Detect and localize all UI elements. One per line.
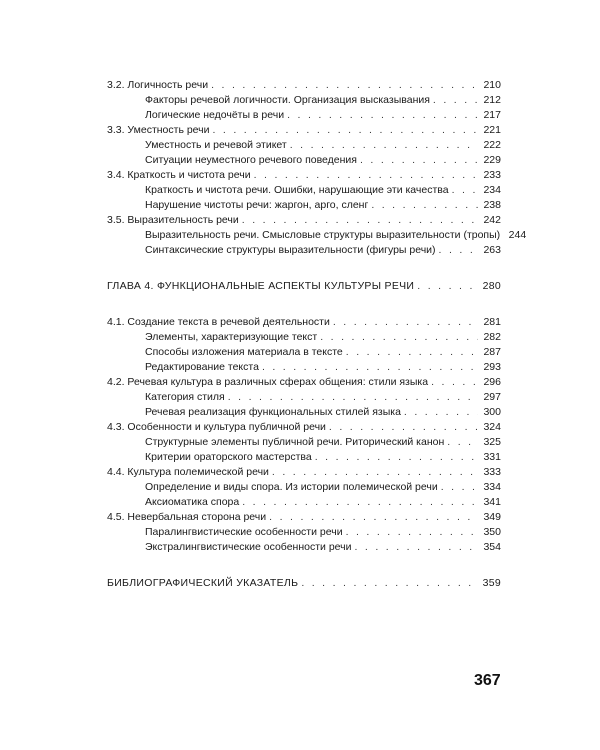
toc-page: 222 — [483, 139, 501, 151]
toc-entry — [107, 78, 501, 93]
toc-entry — [107, 228, 527, 243]
leader-dots — [404, 405, 478, 420]
toc-title: Краткость и чистота речи. Ошибки, нарушающие эти качества — [145, 184, 449, 196]
toc-entry — [107, 93, 501, 108]
toc-page: 234 — [483, 184, 501, 196]
leader-dots — [290, 138, 478, 153]
toc-page: 300 — [483, 406, 501, 418]
toc-title: Способы изложения материала в тексте — [145, 346, 343, 358]
toc-page: 212 — [483, 94, 501, 106]
leader-dots — [272, 465, 478, 480]
toc-title: Выразительность речи. Смысловые структуры выразительности (тропы) — [145, 229, 501, 241]
toc-title: Структурные элементы публичной речи. Риторический канон — [145, 436, 445, 448]
toc-title: Факторы речевой логичности. Организация высказывания — [145, 94, 430, 106]
leader-dots — [371, 198, 478, 213]
toc-title: Синтаксические структуры выразительности (фигуры речи) — [145, 244, 436, 256]
toc-entry — [107, 360, 501, 375]
spacer — [107, 555, 501, 576]
toc-title: Аксиоматика спора — [145, 496, 240, 508]
toc-entry — [107, 435, 501, 450]
toc-page: 359 — [482, 577, 501, 589]
leader-dots — [287, 108, 478, 123]
toc-entry — [107, 390, 501, 405]
toc-entry — [107, 330, 501, 345]
toc-title: 4.1. Создание текста в речевой деятельности — [107, 316, 330, 328]
toc-title: 3.3. Уместность речи — [107, 124, 210, 136]
table-of-contents — [107, 78, 527, 591]
toc-entry — [107, 540, 501, 555]
leader-dots — [417, 279, 478, 294]
toc-title: Паралингвистические особенности речи — [145, 526, 343, 538]
toc-title: 4.2. Речевая культура в различных сферах общения: стили языка — [107, 376, 429, 388]
toc-entry — [107, 510, 501, 525]
toc-entry — [107, 138, 501, 153]
leader-dots — [439, 243, 478, 258]
toc-title: 3.2. Логичность речи — [107, 79, 209, 91]
leader-dots — [242, 495, 478, 510]
toc-page: 233 — [483, 169, 501, 181]
toc-title: Ситуации неуместного речевого поведения — [145, 154, 357, 166]
toc-entry — [107, 345, 501, 360]
toc-chapter-entry — [107, 576, 501, 591]
toc-page: 333 — [483, 466, 501, 478]
toc-title: 4.5. Невербальная сторона речи — [107, 511, 267, 523]
leader-dots — [228, 390, 478, 405]
leader-dots — [441, 480, 478, 495]
toc-page: 349 — [483, 511, 501, 523]
toc-entry — [107, 450, 501, 465]
bibliography-title: БИБЛИОГРАФИЧЕСКИЙ УКАЗАТЕЛЬ — [107, 577, 299, 589]
toc-title: Редактирование текста — [145, 361, 259, 373]
toc-title: Критерии ораторского мастерства — [145, 451, 312, 463]
leader-dots — [242, 213, 478, 228]
toc-entry — [107, 405, 501, 420]
toc-entry — [107, 183, 501, 198]
toc-title: Речевая реализация функциональных стилей языка — [145, 406, 401, 418]
leader-dots — [320, 330, 478, 345]
toc-page: 354 — [483, 541, 501, 553]
toc-page: 238 — [483, 199, 501, 211]
toc-page: 210 — [483, 79, 501, 91]
toc-page: 287 — [483, 346, 501, 358]
toc-entry — [107, 480, 501, 495]
leader-dots — [315, 450, 478, 465]
leader-dots — [433, 93, 478, 108]
toc-page: 282 — [483, 331, 501, 343]
toc-page: 350 — [483, 526, 501, 538]
toc-page: 221 — [483, 124, 501, 136]
leader-dots — [431, 375, 478, 390]
toc-entry — [107, 213, 501, 228]
leader-dots — [301, 576, 478, 591]
toc-page: 331 — [483, 451, 501, 463]
toc-page: 280 — [482, 280, 501, 292]
leader-dots — [211, 78, 478, 93]
toc-entry — [107, 198, 501, 213]
toc-entry — [107, 465, 501, 480]
toc-entry — [107, 375, 501, 390]
toc-entry — [107, 123, 501, 138]
toc-title: Уместность и речевой этикет — [145, 139, 287, 151]
page-number: 367 — [474, 672, 501, 689]
toc-page: 325 — [483, 436, 501, 448]
toc-title: 4.4. Культура полемической речи — [107, 466, 269, 478]
leader-dots — [346, 525, 478, 540]
toc-page: 296 — [483, 376, 501, 388]
leader-dots — [329, 420, 478, 435]
chapter-title: ГЛАВА 4. ФУНКЦИОНАЛЬНЫЕ АСПЕКТЫ КУЛЬТУРЫ РЕЧИ — [107, 280, 415, 292]
toc-entry — [107, 108, 501, 123]
toc-title: Логические недочёты в речи — [145, 109, 285, 121]
toc-page: 334 — [483, 481, 501, 493]
toc-page: 281 — [483, 316, 501, 328]
toc-page: 242 — [483, 214, 501, 226]
toc-title: Определение и виды спора. Из истории полемической речи — [145, 481, 438, 493]
leader-dots — [346, 345, 478, 360]
toc-entry — [107, 243, 501, 258]
toc-entry — [107, 168, 501, 183]
leader-dots — [333, 315, 478, 330]
toc-entry — [107, 153, 501, 168]
leader-dots — [452, 183, 478, 198]
toc-entry — [107, 420, 501, 435]
leader-dots — [254, 168, 478, 183]
toc-page: 263 — [483, 244, 501, 256]
leader-dots — [447, 435, 478, 450]
toc-title: 4.3. Особенности и культура публичной речи — [107, 421, 326, 433]
toc-title: Категория стиля — [145, 391, 225, 403]
toc-entry — [107, 315, 501, 330]
toc-title: 3.4. Краткость и чистота речи — [107, 169, 251, 181]
toc-page: 341 — [483, 496, 501, 508]
leader-dots — [213, 123, 479, 138]
spacer — [107, 258, 501, 279]
toc-title: 3.5. Выразительность речи — [107, 214, 239, 226]
toc-page: 229 — [483, 154, 501, 166]
toc-entry — [107, 525, 501, 540]
toc-page: 244 — [508, 229, 527, 241]
toc-chapter-entry — [107, 279, 501, 294]
toc-title: Экстралингвистические особенности речи — [145, 541, 352, 553]
toc-title: Нарушение чистоты речи: жаргон, арго, сленг — [145, 199, 369, 211]
spacer — [107, 294, 501, 315]
toc-title: Элементы, характеризующие текст — [145, 331, 318, 343]
toc-page: 293 — [483, 361, 501, 373]
toc-page: 297 — [483, 391, 501, 403]
leader-dots — [355, 540, 479, 555]
leader-dots — [269, 510, 478, 525]
toc-page: 217 — [483, 109, 501, 121]
toc-page: 324 — [483, 421, 501, 433]
toc-entry — [107, 495, 501, 510]
leader-dots — [360, 153, 478, 168]
leader-dots — [262, 360, 478, 375]
